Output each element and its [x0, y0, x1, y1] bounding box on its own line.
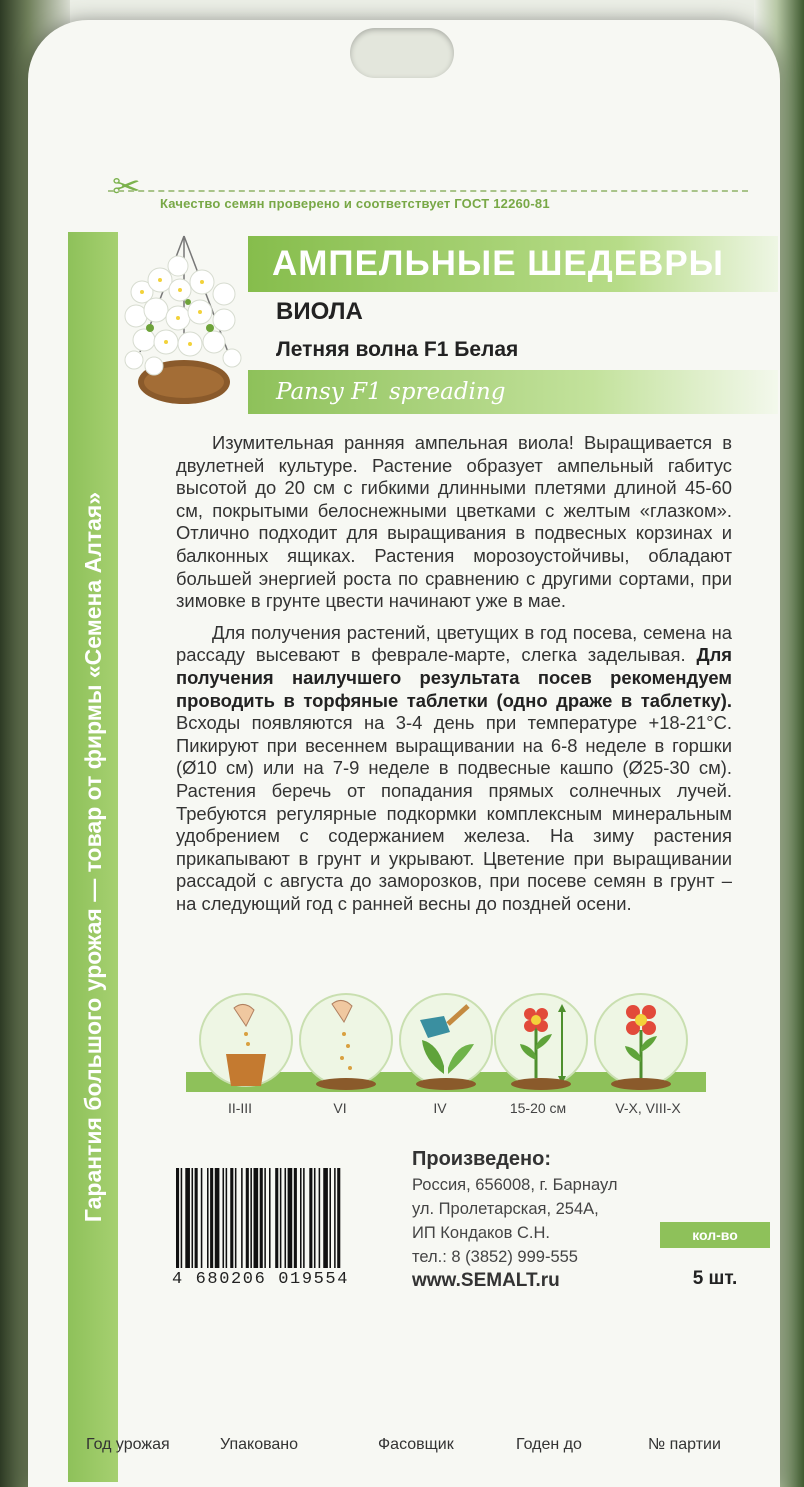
barcode-bar	[303, 1168, 305, 1268]
barcode-bar	[246, 1168, 249, 1268]
barcode-bar	[264, 1168, 266, 1268]
icon-label-height: 15-20 см	[509, 1100, 567, 1116]
barcode-bar	[176, 1168, 179, 1268]
barcode-bar	[294, 1168, 297, 1268]
barcode-bar	[230, 1168, 233, 1268]
footer-batch-number: № партии	[648, 1436, 721, 1453]
footer-expiry: Годен до	[516, 1436, 582, 1453]
barcode-bar	[215, 1168, 220, 1268]
barcode	[172, 1168, 402, 1268]
barcode-bar	[192, 1168, 194, 1268]
icon-label-transplant: IV	[433, 1100, 447, 1116]
barcode-bar	[280, 1168, 282, 1268]
variety-name: Летняя волна F1 Белая	[276, 338, 519, 361]
barcode-bar	[201, 1168, 203, 1268]
description-paragraph-1: Изумительная ранняя ампельная виола! Выращивается в двулетней культуре. Растение образует ампельный габитус высотой до 20 см с гибкими длинными плетями длиной 45-60 см, покрытыми белоснежными цветками с желтым «глазком». Отлично подходит для выращивания в подвесных корзинах и балконных ящиках. Растения морозоустойчивы, обладают большей энергией роста по сравнению с другими сортами, при зимовке в грунте цвести начинают уже в мае.	[176, 432, 732, 612]
barcode-bar	[207, 1168, 209, 1268]
series-title: АМПЕЛЬНЫЕ ШЕДЕВРЫ	[248, 236, 778, 292]
barcode-bar	[285, 1168, 287, 1268]
description-paragraph-2	[176, 622, 732, 916]
producer-phone: тел.: 8 (3852) 999-555	[412, 1248, 578, 1266]
quantity-label: кол-во	[660, 1222, 770, 1248]
barcode-bar	[275, 1168, 278, 1268]
latin-name: Pansy F1 spreading	[276, 379, 506, 405]
footer-fields	[60, 1436, 780, 1456]
side-slogan: Гарантия большого урожая — товар от фирмы «Семена Алтая»	[79, 491, 106, 1223]
hang-hole	[350, 28, 454, 78]
barcode-bar	[323, 1168, 328, 1268]
quantity-value: 5 шт.	[692, 1268, 738, 1289]
cut-line	[108, 190, 748, 192]
description-paragraph-2-start: Для получения растений, цветущих в год посева, семена на рассаду высевают в феврале-марте, слегка заделывая.	[176, 621, 732, 666]
barcode-bar	[314, 1168, 316, 1268]
barcode-bar	[319, 1168, 321, 1268]
barcode-bar	[329, 1168, 331, 1268]
barcode-bar	[223, 1168, 225, 1268]
icon-label-sowing-pot: II-III	[227, 1100, 253, 1116]
quality-note: Качество семян проверено и соответствует ГОСТ 12260-81	[160, 196, 550, 211]
footer-packed: Упаковано	[220, 1436, 299, 1453]
barcode-bar	[300, 1168, 302, 1268]
barcode-bar	[288, 1168, 293, 1268]
sowing-pot-icon	[200, 994, 292, 1086]
description-paragraph-2-bold: Для получения наилучшего результата посев рекомендуем проводить в торфяные таблетки (одно драже в таблетку).	[176, 644, 732, 711]
barcode-bar	[195, 1168, 198, 1268]
barcode-bar	[309, 1168, 312, 1268]
barcode-bar	[269, 1168, 271, 1268]
barcode-bar	[260, 1168, 263, 1268]
description-paragraph-2-end: Всходы появляются на 3-4 день при температуре +18-21°С. Пикируют при весеннем выращивании на 6-8 неделе в горшки (Ø10 см) или на 7-9 неделе в подвесные кашпо (Ø25-30 см). Растения беречь от попадания прямых солнечных лучей. Требуются регулярные подкормки комплексным минеральным удобрением с содержанием железа. На зиму растения прикапывают в грунт и укрывают. Цветение при выращивании рассадой с августа до заморозков, при посеве семян в грунт – на следующий год с ранней весны до поздней осени.	[176, 712, 732, 914]
icon-label-sowing-ground: VI	[333, 1100, 347, 1116]
scissors-icon: ✂	[112, 168, 141, 206]
barcode-bar	[235, 1168, 237, 1268]
producer-address-line: Россия, 656008, г. Барнаул	[412, 1176, 618, 1194]
producer-name: ИП Кондаков С.Н.	[412, 1224, 550, 1242]
producer-website: www.SEMALT.ru	[412, 1270, 560, 1291]
barcode-bar	[181, 1168, 183, 1268]
plant-name: ВИОЛА	[276, 298, 363, 325]
barcode-bar	[250, 1168, 252, 1268]
description	[176, 432, 732, 915]
barcode-bar	[334, 1168, 336, 1268]
hanging-basket-image	[120, 232, 248, 412]
barcode-bar	[185, 1168, 190, 1268]
barcode-digits: 4 680206 019554	[172, 1270, 350, 1289]
producer-title: Произведено:	[412, 1148, 551, 1170]
footer-harvest-year: Год урожая	[86, 1436, 170, 1453]
icon-labels	[186, 1100, 746, 1124]
growing-icons	[186, 990, 706, 1100]
barcode-bar	[241, 1168, 243, 1268]
barcode-bar	[337, 1168, 340, 1268]
icon-label-flowering: V-X, VIII-X	[615, 1100, 681, 1116]
barcode-bar	[210, 1168, 213, 1268]
footer-packer: Фасовщик	[378, 1436, 454, 1453]
barcode-bar	[254, 1168, 259, 1268]
producer-address-line: ул. Пролетарская, 254А,	[412, 1200, 599, 1218]
barcode-bar	[226, 1168, 228, 1268]
